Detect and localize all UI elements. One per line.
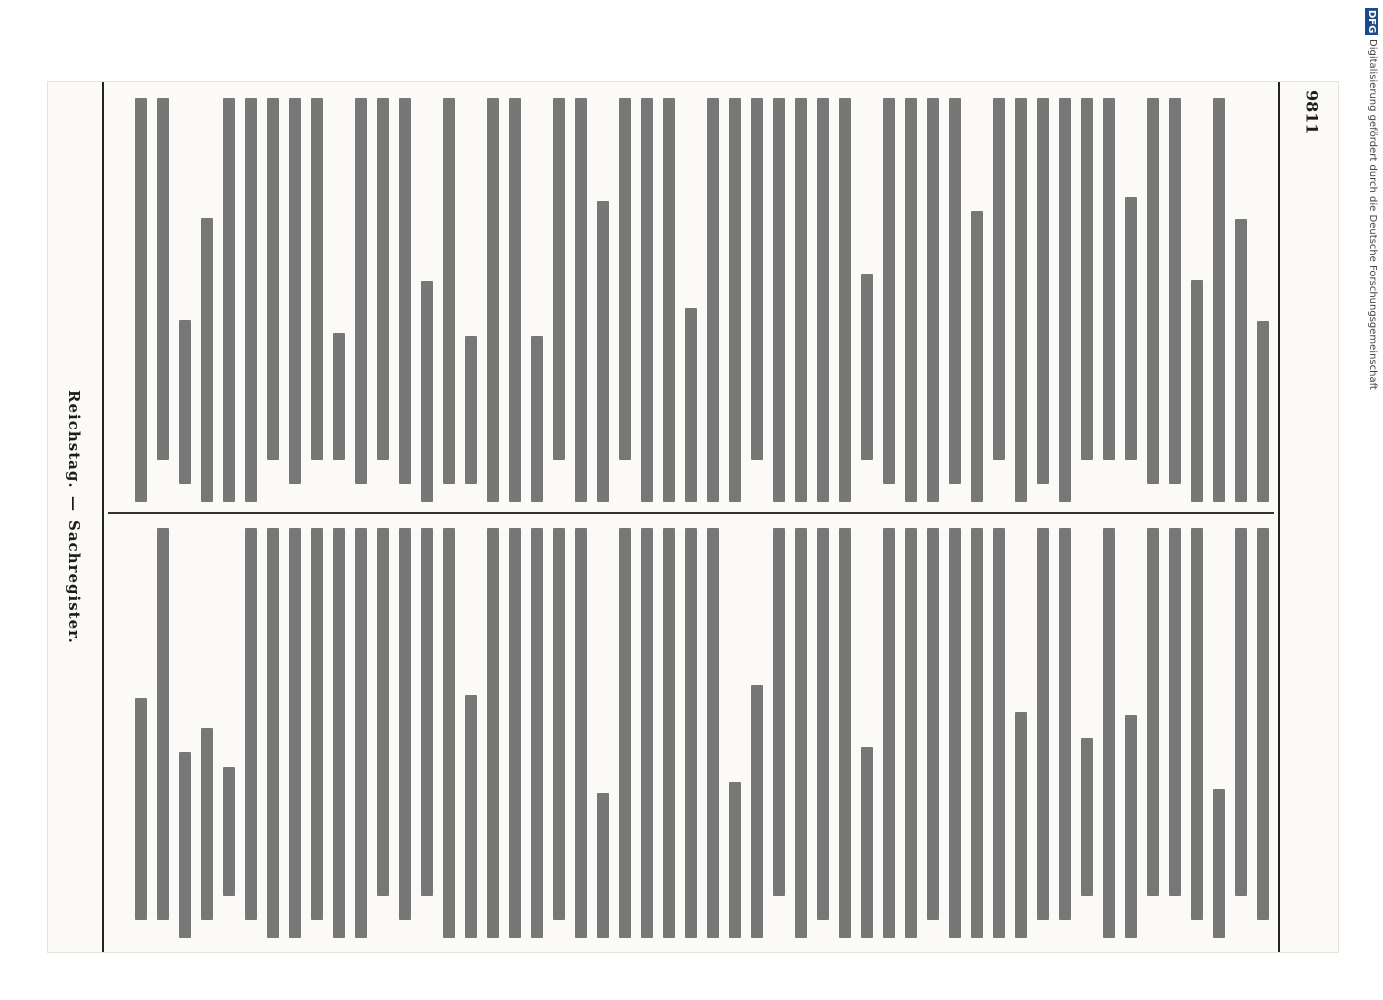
text-line [1147,528,1159,896]
index-column-1 [110,92,1274,506]
text-line [135,698,147,920]
dfg-note: Digitalisierung gefördert durch die Deutsche Forschungsgemeinschaft [1367,39,1378,391]
text-line [707,98,719,502]
text-line [817,528,829,920]
running-head-left: Reichstag. [65,389,83,489]
running-head [48,82,100,952]
text-line [311,98,323,460]
running-head-right: Sachregister. [65,520,83,645]
text-line [597,793,609,938]
text-line [201,218,213,502]
text-line [1213,789,1225,938]
text-line [817,98,829,502]
text-line [223,767,235,896]
dfg-logo: DFG [1366,10,1377,34]
text-line [1103,98,1115,460]
text-line [531,336,543,502]
text-line [597,201,609,502]
text-line [333,528,345,938]
text-line [729,782,741,938]
text-line [1213,98,1225,502]
text-line [421,528,433,896]
text-line [223,98,235,502]
text-line [685,528,697,938]
text-line [1059,528,1071,920]
text-line [883,528,895,938]
text-line [619,528,631,938]
text-line [663,98,675,502]
text-line [245,98,257,502]
text-line [1015,712,1027,938]
text-line [1191,528,1203,920]
text-line [509,98,521,502]
text-line [927,528,939,920]
column-divider [108,512,1274,514]
text-line [1169,98,1181,484]
text-line [267,98,279,460]
page-number: 9811 [1302,90,1322,135]
head-rule [102,82,104,952]
text-line [641,528,653,938]
text-line [575,98,587,502]
text-line [1059,98,1071,502]
text-line [1015,98,1027,502]
text-line [421,281,433,502]
text-line [949,98,961,484]
text-line [751,685,763,938]
text-line [575,528,587,938]
text-line [553,528,565,920]
text-line [1235,219,1247,502]
dfg-watermark [1358,8,1378,992]
text-line [311,528,323,920]
text-line [399,98,411,484]
text-line [509,528,521,938]
text-line [795,98,807,502]
text-line [1235,528,1247,896]
text-line [993,528,1005,938]
text-line [861,274,873,460]
text-lines [110,522,1274,942]
text-line [1125,197,1137,460]
text-line [553,98,565,460]
text-line [839,98,851,502]
text-line [773,528,785,896]
text-line [905,528,917,938]
text-line [971,211,983,502]
page-number-strip [1286,82,1338,960]
text-line [641,98,653,502]
text-line [729,98,741,502]
text-line [289,528,301,938]
text-line [1169,528,1181,896]
text-line [1103,528,1115,938]
text-line [179,752,191,938]
text-line [949,528,961,938]
text-line [399,528,411,920]
text-line [861,747,873,938]
text-line [839,528,851,938]
text-line [157,528,169,920]
text-line [201,728,213,920]
text-line [1257,528,1269,920]
text-line [1147,98,1159,484]
text-line [377,98,389,460]
text-line [1037,528,1049,920]
text-line [531,528,543,938]
text-lines [110,92,1274,506]
text-line [883,98,895,484]
text-line [245,528,257,920]
text-line [927,98,939,502]
text-line [377,528,389,896]
text-line [619,98,631,460]
text-line [487,98,499,502]
text-line [1037,98,1049,484]
text-line [1081,738,1093,896]
text-line [355,528,367,938]
text-line [267,528,279,938]
scanned-page [48,82,1338,952]
text-line [1191,280,1203,502]
text-line [443,98,455,484]
text-line [905,98,917,502]
text-line [971,528,983,938]
text-line [1125,715,1137,938]
text-line [1081,98,1093,460]
text-line [135,98,147,502]
text-line [751,98,763,460]
text-line [355,98,367,484]
text-line [443,528,455,938]
text-line [465,336,477,484]
text-line [487,528,499,938]
text-line [157,98,169,460]
text-line [465,695,477,938]
text-line [663,528,675,938]
text-line [1257,321,1269,502]
text-line [685,308,697,502]
text-line [773,98,785,502]
text-line [333,333,345,460]
text-line [289,98,301,484]
text-line [179,320,191,484]
running-head-dash: — [65,496,83,513]
text-line [993,98,1005,460]
index-column-2 [110,522,1274,942]
foot-rule [1278,82,1280,952]
text-line [707,528,719,938]
text-line [795,528,807,938]
